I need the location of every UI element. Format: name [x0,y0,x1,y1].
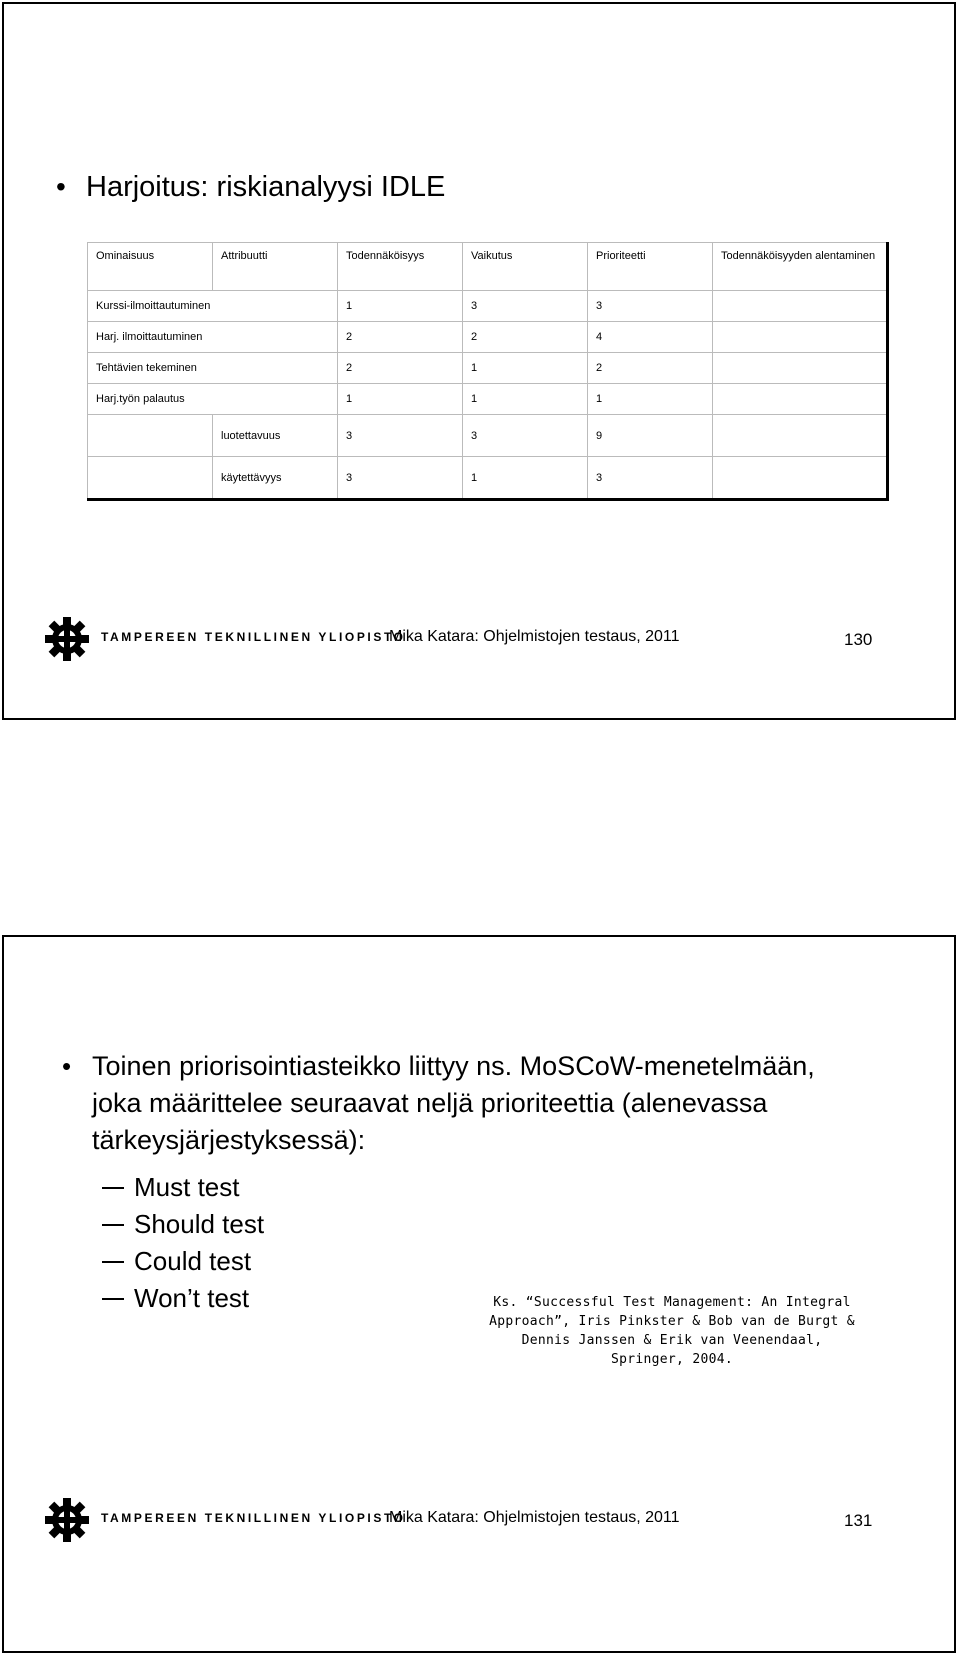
list-item [102,1169,264,1206]
table-cell: 1 [588,384,713,415]
table-row [88,353,888,384]
citation-line: Approach”, Iris Pinkster & Bob van de Burgt & [489,1314,855,1329]
dash-icon [102,1187,124,1189]
slide-130 [2,2,956,720]
moscow-list [102,1169,264,1317]
tut-gear-logo-icon [44,1497,90,1543]
table-header: Attribuutti [213,243,338,291]
table-header: Todennäköisyyden alentaminen [713,243,888,291]
slide-footer [4,616,954,664]
bullet: • [56,171,66,202]
citation-line: Springer, 2004. [611,1352,733,1367]
list-item-label: Must test [134,1172,240,1202]
risk-analysis-table [87,242,889,501]
table-cell: 3 [588,457,713,500]
table-cell: käytettävyys [213,457,338,500]
table-cell: 2 [338,322,463,353]
dash-icon [102,1298,124,1300]
table-cell: Harj. ilmoittautuminen [88,322,338,353]
table-cell: 1 [338,291,463,322]
footer-credit: Mika Katara: Ohjelmistojen testaus, 2011 [389,628,680,645]
page-number: 131 [844,1511,873,1530]
table-cell: 9 [588,415,713,457]
table-cell: 2 [588,353,713,384]
slide-footer [4,1497,954,1545]
table-cell: 1 [338,384,463,415]
table-cell: 2 [463,322,588,353]
list-item-label: Won’t test [134,1283,250,1313]
table-cell: 2 [338,353,463,384]
university-name: TAMPEREEN TEKNILLINEN YLIOPISTO [101,1511,406,1525]
table-cell: 1 [463,384,588,415]
table-cell: Kurssi-ilmoittautuminen [88,291,338,322]
citation [472,1293,872,1369]
bullet-text-line: joka määrittelee seuraavat neljä prioriteettia (alenevassa [92,1088,768,1118]
table-header: Ominaisuus [88,243,213,291]
table-cell [713,291,888,322]
main-bullet [62,1048,902,1159]
bullet-text-line: Toinen priorisointiasteikko liittyy ns. MoSCoW-menetelmään, [92,1051,815,1081]
dash-icon [102,1261,124,1263]
table-cell: 4 [588,322,713,353]
list-item-label: Should test [134,1209,265,1239]
list-item [102,1280,264,1317]
bullet-text-line: tärkeysjärjestyksessä): [92,1125,366,1155]
table-cell [713,353,888,384]
table-header: Vaikutus [463,243,588,291]
tut-gear-logo-icon [44,616,90,662]
table-cell: luotettavuus [213,415,338,457]
table-header: Prioriteetti [588,243,713,291]
table-row [88,457,888,500]
page-number: 130 [844,630,873,649]
table-cell [88,457,213,500]
slide-131 [2,935,956,1653]
footer-credit: Mika Katara: Ohjelmistojen testaus, 2011 [389,1509,680,1526]
table-header: Todennäköisyys [338,243,463,291]
table-cell: Tehtävien tekeminen [88,353,338,384]
list-item [102,1206,264,1243]
slide-title: Harjoitus: riskianalyysi IDLE [86,171,446,203]
table-cell [713,457,888,500]
table-cell: 1 [463,353,588,384]
table-cell: 1 [463,457,588,500]
table-cell: 3 [463,415,588,457]
table-cell [713,384,888,415]
table-cell: 3 [463,291,588,322]
table-cell: 3 [588,291,713,322]
list-item-label: Could test [134,1246,252,1276]
citation-line: Ks. “Successful Test Management: An Integral [493,1295,851,1310]
table-cell: 3 [338,415,463,457]
table-row [88,415,888,457]
dash-icon [102,1224,124,1226]
list-item [102,1243,264,1280]
table-cell [713,415,888,457]
table-cell [88,415,213,457]
table-cell: 3 [338,457,463,500]
table-header-row [88,243,888,291]
university-name: TAMPEREEN TEKNILLINEN YLIOPISTO [101,630,406,644]
table-row [88,322,888,353]
title-row [56,169,445,205]
table-row [88,384,888,415]
table-row [88,291,888,322]
bullet: • [62,1051,72,1081]
table-cell [713,322,888,353]
citation-line: Dennis Janssen & Erik van Veenendaal, [521,1333,823,1348]
table-cell: Harj.työn palautus [88,384,338,415]
